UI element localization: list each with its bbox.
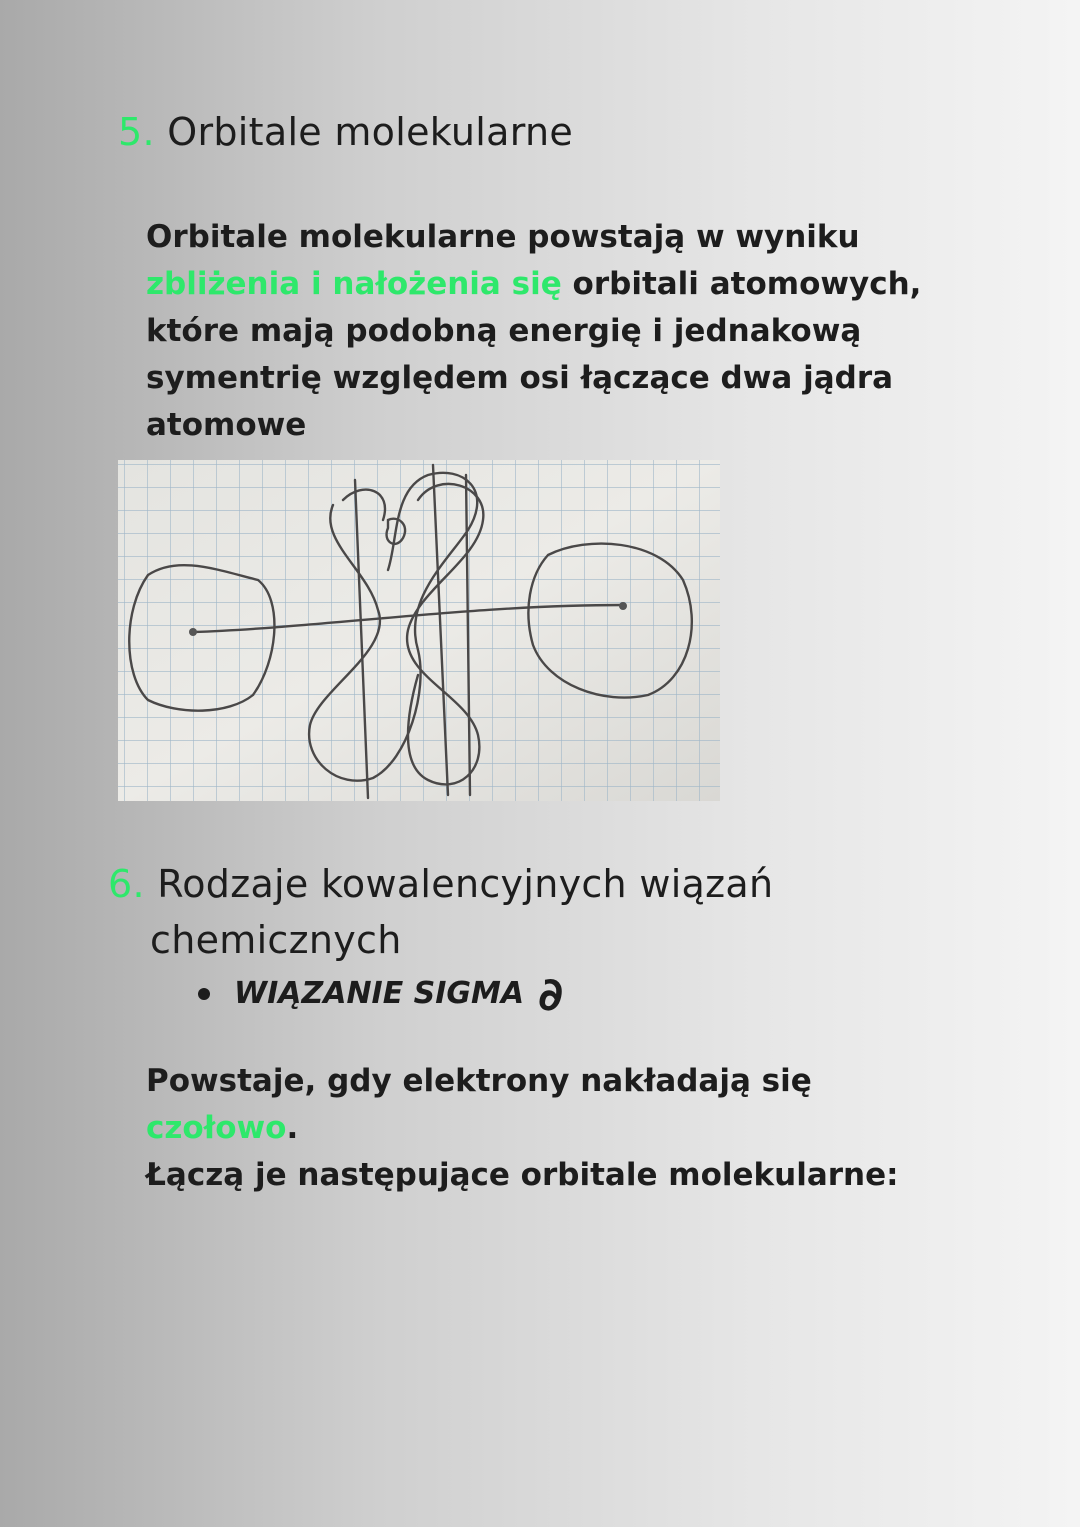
bullet-item	[198, 968, 563, 1020]
paragraph-highlight: zbliżenia i nałożenia się	[146, 266, 562, 302]
orbital-sketch-photo	[118, 460, 720, 801]
section-6-title-line1: Rodzaje kowalencyjnych wiązań	[157, 862, 774, 906]
section-6-number: 6.	[108, 862, 145, 906]
section-6-heading	[108, 856, 868, 968]
section-6-title-line2: chemicznych	[150, 918, 402, 962]
bullet-label: WIĄZANIE SIGMA	[234, 976, 525, 1011]
paragraph-text: Łączą je następujące orbitale molekularne:	[146, 1157, 899, 1193]
paragraph-highlight: czołowo	[146, 1110, 287, 1146]
paragraph-text: Powstaje, gdy elektrony nakładają się	[146, 1063, 812, 1099]
section-6-paragraph	[146, 1058, 906, 1199]
section-5-heading	[118, 104, 573, 160]
bullet-dot	[198, 988, 210, 1000]
paragraph-text: orbitali atomowych, które mają podobną energię i jednakową symentrię względem osi łączące dwa jądra atomowe	[146, 266, 922, 443]
section-5-number: 5.	[118, 110, 155, 154]
section-5-paragraph	[146, 214, 936, 449]
paragraph-text: Orbitale molekularne powstają w wyniku	[146, 219, 860, 255]
sigma-icon: ∂	[538, 967, 564, 1021]
section-5-title: Orbitale molekularne	[167, 110, 574, 154]
paragraph-text: .	[286, 1110, 299, 1146]
